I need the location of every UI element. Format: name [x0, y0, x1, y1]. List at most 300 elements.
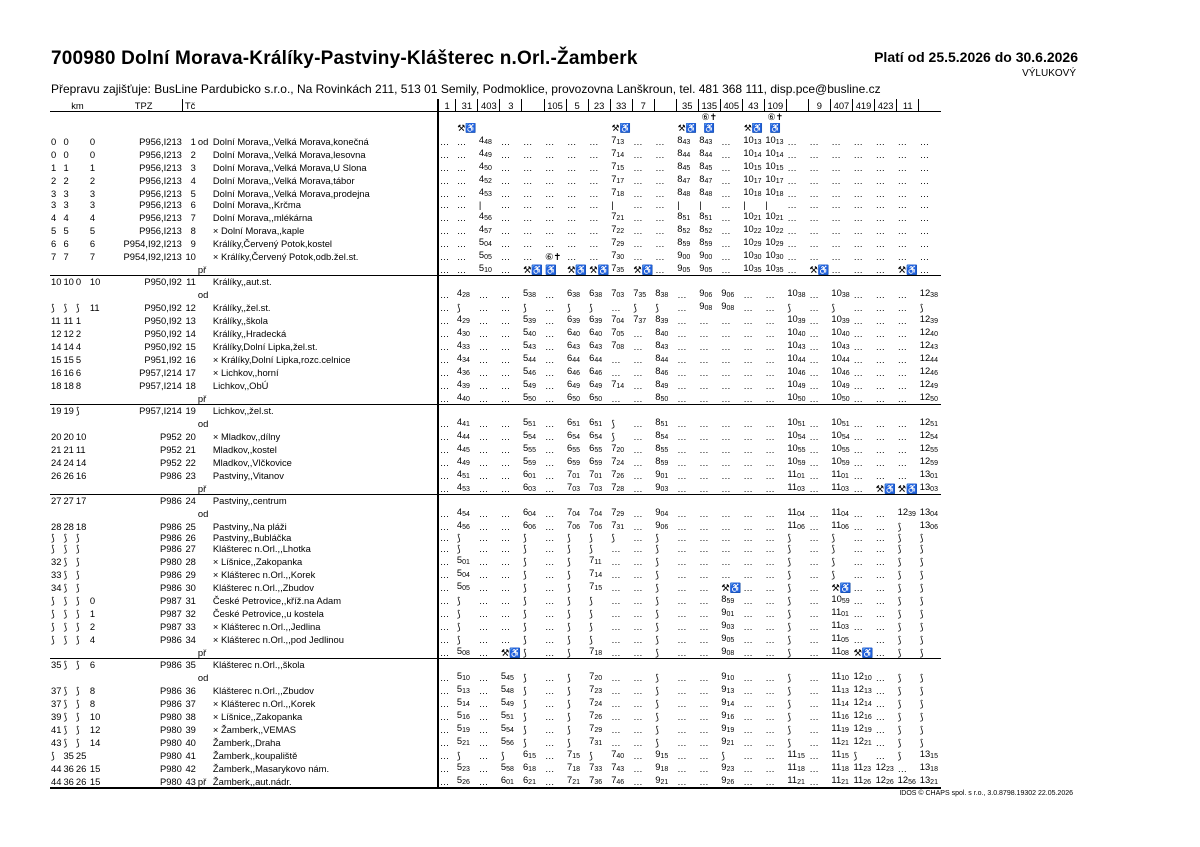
departure-time: [566, 495, 588, 507]
km-cell: 15: [89, 763, 101, 774]
tpz-cell: P987: [159, 621, 182, 632]
departure-time: …: [721, 556, 731, 567]
departure-time: …: [677, 647, 687, 658]
km-cell: 3: [63, 199, 69, 210]
departure-time: …: [478, 647, 489, 658]
km-cell: [75, 199, 89, 210]
departure-time: ⟆: [919, 556, 924, 567]
departure-time: $4_{54}$: [456, 506, 470, 518]
departure-time: …: [809, 737, 819, 748]
departure-time: …: [853, 380, 863, 391]
departure-time: …: [765, 737, 775, 748]
tpz-cell: P980: [159, 556, 182, 567]
departure-time: [544, 495, 566, 507]
departure-time: …: [478, 724, 489, 735]
departure-time: …: [567, 149, 577, 160]
departure-time: $10_{50}$: [787, 391, 806, 403]
departure-time: $4_{52}$: [478, 173, 492, 185]
departure-time: …: [677, 328, 687, 339]
departure-time: ⟆: [919, 543, 924, 554]
departure-time: ⟆: [787, 532, 792, 543]
departure-time: …: [589, 199, 599, 210]
departure-time: …: [500, 302, 511, 313]
table-row: [50, 249, 941, 262]
departure-time: $10_{14}$: [765, 147, 784, 159]
km-cell: [75, 147, 89, 160]
km-cell: [89, 262, 105, 276]
km-cell: [62, 287, 74, 300]
km-cell: 5: [89, 225, 96, 236]
departure-time: …: [545, 289, 555, 300]
departure-time: …: [699, 444, 709, 455]
departure-time: …: [699, 418, 709, 429]
km-cell: ⟆: [75, 634, 80, 645]
departure-time: …: [853, 608, 863, 619]
departure-time: [808, 495, 830, 507]
departure-time: …: [500, 212, 511, 223]
km-cell: 10: [89, 276, 105, 288]
departure-time: …: [545, 380, 555, 391]
km-cell: 1: [89, 608, 96, 619]
departure-time: …: [545, 595, 555, 606]
km-cell: [50, 391, 62, 405]
service-symbol: ⚒♿: [457, 123, 477, 133]
departure-time: ⟆: [897, 647, 902, 658]
departure-time: …: [743, 508, 753, 519]
departure-time: $11_{01}$: [831, 606, 849, 618]
departure-time: …: [589, 175, 599, 186]
departure-time: …: [438, 326, 456, 339]
stop-name: [212, 670, 438, 683]
arrival-departure-marker: [197, 210, 212, 223]
table-row: [50, 313, 941, 326]
departure-time: …: [545, 212, 555, 223]
km-cell: 33: [51, 569, 62, 580]
departure-time: …: [632, 774, 654, 788]
km-cell: 10: [63, 276, 74, 287]
departure-time: [522, 405, 544, 417]
departure-time: …: [611, 647, 621, 658]
departure-time: ⟆: [897, 595, 902, 606]
departure-time: [742, 405, 764, 417]
departure-time: …: [699, 315, 709, 326]
departure-time: …: [853, 621, 863, 632]
departure-time: …: [897, 328, 908, 339]
km-cell: 1: [75, 315, 82, 326]
departure-time: $4_{48}$: [478, 134, 492, 146]
departure-time: …: [522, 225, 533, 236]
departure-time: $7_{22}$: [611, 223, 625, 235]
stop-name: Dolní Morava,,Velká Morava,prodejna: [212, 188, 370, 199]
departure-time: $9_{05}$: [721, 632, 735, 644]
departure-time: $10_{43}$: [831, 339, 850, 351]
departure-time: …: [611, 608, 621, 619]
departure-time: …: [787, 225, 797, 236]
departure-time: …: [633, 238, 643, 249]
departure-time: …: [478, 521, 489, 532]
departure-time: …: [567, 175, 577, 186]
departure-time: $7_{40}$: [611, 748, 625, 760]
departure-time: $10_{17}$: [743, 173, 762, 185]
departure-time: $8_{38}$: [655, 287, 669, 299]
arrival-departure-marker: [197, 748, 212, 761]
km-cell: ⟆: [63, 685, 68, 696]
departure-time: …: [633, 621, 643, 632]
arrival-departure-marker: [197, 709, 212, 722]
departure-time: …: [633, 634, 643, 645]
departure-time: …: [677, 483, 687, 494]
departure-time: …: [677, 341, 687, 352]
departure-time: …: [545, 354, 555, 365]
departure-time: $11_{13}$: [831, 683, 849, 695]
departure-time: [897, 495, 919, 507]
departure-time: ⟆: [831, 543, 836, 554]
table-row: [50, 378, 941, 391]
departure-time: $12_{19}$: [853, 722, 872, 734]
departure-time: …: [633, 532, 643, 543]
table-row: [50, 670, 941, 683]
departure-time: $7_{15}$: [589, 580, 603, 592]
departure-time: ⚒♿: [567, 264, 588, 275]
departure-time: …: [589, 136, 599, 147]
km-cell: 39: [51, 711, 62, 722]
departure-time: [830, 405, 852, 417]
km-cell: 7: [89, 251, 96, 262]
departure-time: …: [438, 606, 456, 619]
departure-time: …: [545, 556, 555, 567]
departure-time: $10_{44}$: [831, 352, 850, 364]
km-cell: 8: [89, 685, 96, 696]
tpz-cell: P957,I214: [105, 405, 183, 417]
departure-time: …: [853, 289, 863, 300]
stop-index-cell: 4: [190, 175, 196, 186]
departure-time: $11_{04}$: [831, 506, 849, 518]
departure-time: …: [500, 175, 511, 186]
departure-time: ⟆: [787, 685, 792, 696]
departure-time: …: [765, 470, 775, 481]
departure-time: [566, 659, 588, 671]
km-cell: 6: [89, 238, 96, 249]
departure-time: …: [743, 328, 753, 339]
departure-time: …: [853, 225, 863, 236]
departure-time: $7_{14}$: [589, 567, 603, 579]
departure-time: [654, 659, 676, 671]
departure-time: …: [699, 711, 709, 722]
departure-time: …: [765, 302, 775, 313]
departure-time: …: [478, 532, 489, 543]
stop-index-cell: [183, 416, 197, 429]
tpz-cell: P957,I214: [139, 380, 182, 391]
departure-time: [522, 659, 544, 671]
departure-time: …: [765, 341, 775, 352]
departure-time: …: [500, 582, 511, 593]
departure-time: $4_{53}$: [478, 186, 492, 198]
departure-time: [742, 276, 764, 288]
tpz-cell: P980: [159, 737, 182, 748]
km-cell: [75, 173, 89, 186]
departure-time: $4_{49}$: [478, 147, 492, 159]
tpz-cell: P954,I92,I213: [123, 238, 182, 249]
departure-time: $10_{13}$: [743, 134, 762, 146]
departure-time: [610, 659, 632, 671]
departure-time: …: [611, 621, 621, 632]
departure-time: $9_{00}$: [677, 249, 691, 261]
table-row: [50, 405, 941, 417]
departure-time: …: [438, 391, 456, 405]
departure-time: $8_{40}$: [655, 326, 669, 338]
departure-time: …: [853, 341, 863, 352]
departure-time: ⟆: [589, 532, 593, 543]
departure-time: …: [743, 569, 753, 580]
departure-time: …: [438, 147, 456, 160]
departure-time: …: [633, 763, 643, 774]
tpz-cell: [105, 262, 183, 276]
departure-time: $9_{03}$: [655, 481, 669, 493]
departure-time: …: [875, 647, 885, 658]
departure-time: $12_{50}$: [919, 391, 938, 403]
departure-time: ⟆: [522, 543, 527, 554]
departure-time: [786, 405, 808, 417]
table-row: [50, 147, 941, 160]
departure-time: …: [545, 162, 555, 173]
arrival-departure-marker: [197, 352, 212, 365]
stop-index-cell: 17: [185, 367, 196, 378]
departure-time: …: [478, 737, 489, 748]
departure-time: …: [875, 289, 885, 300]
departure-time: …: [478, 685, 489, 696]
departure-time: ⟆: [522, 569, 527, 580]
departure-time: ⟆: [655, 569, 659, 580]
departure-time: …: [721, 251, 731, 262]
stop-name: Klášterec n.Orl.,,Zbudov: [212, 685, 314, 696]
km-cell: ⟆: [51, 634, 55, 645]
departure-time: …: [765, 621, 775, 632]
departure-time: …: [743, 595, 753, 606]
departure-time: ⟆: [787, 582, 792, 593]
departure-time: ⚒♿: [721, 582, 742, 593]
departure-time: |: [699, 199, 702, 210]
departure-time: ⟆: [919, 582, 924, 593]
trip-number-header: 43: [742, 99, 764, 112]
table-row: [50, 580, 941, 593]
tpz-cell: [105, 287, 183, 300]
trip-number-header: 135: [698, 99, 720, 112]
departure-time: $11_{15}$: [787, 748, 805, 760]
departure-time: …: [764, 774, 786, 788]
departure-time: $5_{45}$: [500, 670, 514, 682]
service-symbol: [588, 112, 610, 124]
departure-time: $8_{44}$: [655, 352, 669, 364]
departure-time: …: [831, 251, 841, 262]
departure-time: ⟆: [456, 302, 461, 313]
departure-time: …: [765, 328, 775, 339]
departure-time: …: [677, 724, 687, 735]
km-cell: [75, 506, 89, 519]
departure-time: $5_{49}$: [522, 378, 536, 390]
km-cell: [75, 223, 89, 236]
departure-time: …: [545, 621, 555, 632]
departure-time: …: [545, 543, 555, 554]
departure-time: …: [677, 672, 687, 683]
tpz-cell: P952: [159, 431, 182, 442]
km-cell: 6: [63, 238, 69, 249]
km-cell: 44: [51, 776, 62, 787]
departure-time: …: [500, 238, 511, 249]
arrival-departure-marker: př: [197, 483, 207, 494]
departure-time: $11_{05}$: [831, 632, 849, 644]
departure-time: $7_{37}$: [633, 313, 647, 325]
departure-time: $4_{51}$: [456, 468, 470, 480]
stop-name: Lichkov,,žel.st.: [212, 405, 438, 417]
departure-time: …: [919, 264, 930, 275]
departure-time: $8_{43}$: [655, 339, 669, 351]
departure-time: …: [875, 251, 885, 262]
departure-time: …: [545, 685, 555, 696]
departure-time: …: [742, 774, 764, 788]
km-cell: 0: [51, 136, 57, 147]
departure-time: …: [721, 188, 731, 199]
service-symbol: [742, 112, 764, 124]
departure-time: $9_{08}$: [721, 645, 735, 657]
departure-time: $7_{24}$: [589, 696, 603, 708]
departure-time: $9_{14}$: [721, 696, 735, 708]
departure-time: ⟆: [522, 724, 527, 735]
departure-time: ⟆: [589, 608, 593, 619]
departure-time: ⚒♿: [589, 264, 610, 275]
departure-time: $7_{31}$: [589, 735, 603, 747]
departure-time: $7_{04}$: [589, 506, 603, 518]
departure-time: $10_{30}$: [743, 249, 762, 261]
departure-time: …: [919, 199, 930, 210]
departure-time: $11_{01}$: [787, 468, 805, 480]
departure-time: ⟆: [589, 750, 593, 761]
departure-time: $4_{33}$: [456, 339, 470, 351]
departure-time: …: [611, 724, 621, 735]
departure-time: ⟆: [567, 569, 571, 580]
departure-time: $8_{44}$: [699, 147, 713, 159]
departure-time: $6_{04}$: [522, 506, 536, 518]
arrival-departure-marker: [197, 378, 212, 391]
departure-time: …: [831, 264, 841, 275]
km-cell: [89, 519, 105, 532]
departure-time: $8_{52}$: [699, 223, 713, 235]
departure-time: …: [438, 645, 456, 659]
departure-time: $6_{44}$: [567, 352, 581, 364]
km-cell: 2: [89, 175, 96, 186]
service-symbol: [808, 112, 830, 124]
departure-time: $7_{23}$: [589, 683, 603, 695]
departure-time: …: [809, 393, 819, 404]
km-cell: 32: [51, 556, 62, 567]
departure-time: …: [765, 393, 775, 404]
km-cell: ⟆: [63, 302, 68, 313]
departure-time: …: [438, 300, 456, 313]
departure-time: $6_{55}$: [567, 442, 581, 454]
km-cell: 4: [51, 212, 57, 223]
departure-time: …: [438, 543, 456, 554]
departure-time: …: [919, 162, 930, 173]
table-row: [50, 416, 941, 429]
departure-time: …: [743, 444, 753, 455]
departure-time: …: [478, 763, 489, 774]
departure-time: …: [787, 212, 797, 223]
stop-index-cell: 43: [183, 774, 197, 788]
km-cell: 0: [63, 149, 69, 160]
departure-time: ⟆: [919, 672, 924, 683]
km-cell: 2: [51, 175, 57, 186]
departure-time: ⟆: [567, 621, 571, 632]
departure-time: …: [438, 186, 456, 199]
departure-time: …: [809, 380, 819, 391]
stop-name: Lichkov,,ObÚ: [212, 380, 269, 391]
departure-time: …: [809, 582, 819, 593]
departure-time: $8_{45}$: [699, 160, 713, 172]
departure-time: ⟆: [897, 672, 902, 683]
departure-time: …: [699, 521, 709, 532]
departure-time: $7_{01}$: [567, 468, 581, 480]
km-cell: 8: [89, 698, 96, 709]
km-cell: 11: [63, 315, 74, 326]
tpz-cell: P956,I213: [139, 188, 182, 199]
departure-time: …: [743, 737, 753, 748]
service-symbol: [720, 112, 742, 124]
departure-time: …: [655, 212, 665, 223]
departure-time: ⟆: [522, 582, 527, 593]
departure-time: …: [500, 328, 511, 339]
departure-time: $10_{51}$: [787, 416, 806, 428]
stop-index-cell: [183, 287, 197, 300]
departure-time: …: [522, 162, 533, 173]
service-symbol: [786, 123, 808, 134]
departure-time: …: [699, 354, 709, 365]
departure-time: …: [853, 569, 863, 580]
departure-time: …: [875, 431, 885, 442]
departure-time: …: [721, 457, 731, 468]
table-row: [50, 339, 941, 352]
stop-name: [212, 645, 438, 659]
departure-time: …: [500, 508, 511, 519]
departure-time: …: [721, 543, 731, 554]
departure-time: ⟆: [897, 582, 902, 593]
trip-number-header: 403: [478, 99, 500, 112]
tpz-cell: [105, 670, 183, 683]
departure-time: [654, 405, 676, 417]
departure-time: $7_{04}$: [611, 313, 625, 325]
departure-time: ⟆: [589, 595, 593, 606]
departure-time: [742, 659, 764, 671]
departure-time: $10_{14}$: [743, 147, 762, 159]
departure-time: $5_{10}$: [478, 262, 492, 274]
arrival-departure-marker: [197, 405, 212, 417]
service-symbol: [500, 123, 522, 134]
departure-time: ⟆: [522, 711, 527, 722]
departure-time: $6_{18}$: [522, 761, 536, 773]
departure-time: …: [897, 162, 908, 173]
departure-time: [808, 659, 830, 671]
departure-time: $6_{50}$: [567, 391, 581, 403]
km-cell: [62, 506, 74, 519]
departure-time: …: [438, 455, 456, 468]
departure-time: ⟆: [589, 621, 593, 632]
departure-time: ⟆: [897, 621, 902, 632]
departure-time: …: [875, 315, 885, 326]
departure-time: …: [478, 711, 489, 722]
km-cell: [89, 313, 105, 326]
service-symbol: [632, 123, 654, 134]
exclusion-label: VÝLUKOVÝ: [1022, 68, 1076, 79]
arrival-departure-marker: [197, 173, 212, 186]
departure-time: $5_{40}$: [522, 326, 536, 338]
